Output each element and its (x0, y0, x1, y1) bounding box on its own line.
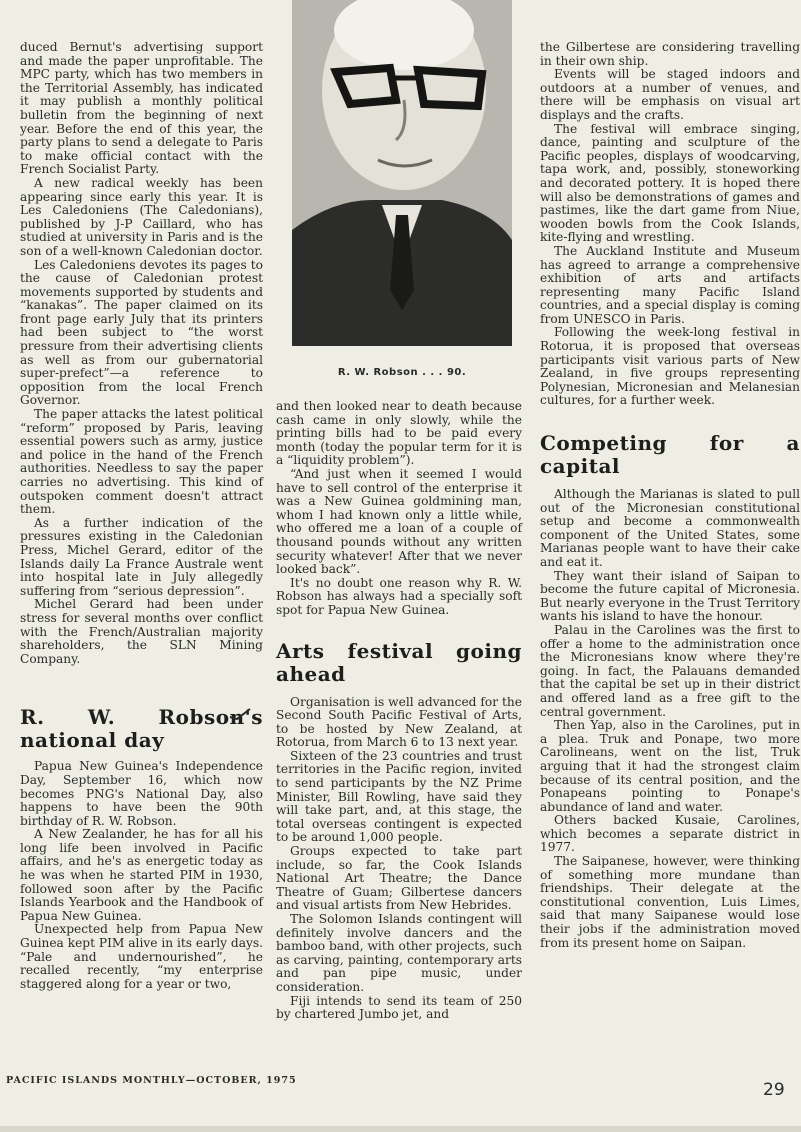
paragraph: Fiji intends to send its team of 250 by chartered Jumbo jet, and (276, 993, 522, 1022)
paragraph: Sixteen of the 23 countries and trust territories in the Pacific region, invited to send participants by the NZ Prime Minister, Bill Rowling, have said they will take part, and, at this stage, the total overseas contingent is expected to be around 1,000 people. (276, 748, 522, 845)
article-column-3 (540, 41, 800, 950)
robson-headline: R. W. Robson's national day (20, 705, 263, 753)
paragraph: Following the week-long festival in Rotorua, it is proposed that overseas participants visit various parts of New Zealand, in five groups representing Polynesian, Micronesian and Melanesian cultures, for a further week. (540, 325, 800, 408)
paragraph: It's no doubt one reason why R. W. Robson has always had a specially soft spot for Papua New Guinea. (276, 575, 522, 617)
paragraph: and then looked near to death because cash came in only slowly, while the printing bills had to be paid every month (today the popular term for it is a “liquidity problem”). (276, 399, 522, 468)
paragraph: Although the Marianas is slated to pull out of the Micronesian constitutional setup and become a commonwealth component of the United States, some Marianas people want to have their cake and eat it. (540, 487, 800, 569)
running-footer: PACIFIC ISLANDS MONTHLY—OCTOBER, 1975 (6, 1075, 297, 1086)
paragraph: Les Caledoniens devotes its pages to the cause of Caledonian protest movements supported by students and “kanakas”. The paper claimed on its front page early July that its printers had been subject to “the worst pressure from their advertising clients as well as from our gubernatorial super-prefect”—a reference to opposition from the local French Governor. (20, 257, 263, 408)
photo-caption: R. W. Robson . . . 90. (337, 367, 467, 378)
paragraph: duced Bernut's advertising support and made the paper unprofitable. The MPC party, which has two members in the Territorial Assembly, has indicated it may publish a monthly political bulletin from the beginning of next year. Before the end of this year, the party plans to send a delegate to Paris to make official contact with the French Socialist Party. (20, 40, 263, 177)
paragraph: A new radical weekly has been appearing since early this year. It is Les Caledoniens (The Caledonians), published by J-P Caillard, who has studied at university in Paris and is the son of a well-known Caledonian doctor. (20, 175, 263, 258)
paragraph: Groups expected to take part include, so far, the Cook Islands National Art Theatre; the Dance Theatre of Guam; Gilbertese dancers and visual artists from New Hebrides. (276, 844, 522, 913)
paragraph: Palau in the Carolines was the first to offer a home to the administration once the Micronesians know where they're going. In fact, the Palauans demanded that the capital be set up in their district and offered land as a free gift to the central government. (540, 622, 800, 719)
paragraph: Organisation is well advanced for the Second South Pacific Festival of Arts, to be hosted by New Zealand, at Rotorua, from March 6 to 13 next year. (276, 694, 522, 750)
paragraph: Others backed Kusaie, Carolines, which becomes a separate district in 1977. (540, 813, 800, 855)
paragraph: Michel Gerard had been under stress for several months over conflict with the French/Australian majority shareholders, the SLN Mining Company. (20, 597, 263, 666)
paragraph: the Gilbertese are considering travelling in their own ship. (540, 40, 800, 68)
portrait-photo (292, 0, 512, 346)
paragraph: A New Zealander, he has for all his long life been involved in Pacific affairs, and he's as energetic today as he was when he started PIM in 1930, followed soon after by the Pacific Islands Yearbook and the Handbook of Papua New Guinea. (20, 827, 263, 923)
page-number: 29 (763, 1080, 785, 1100)
arts-festival-headline: Arts festival going ahead (276, 638, 522, 686)
page-edge (0, 1126, 801, 1132)
paragraph: As a further indication of the pressures existing in the Caledonian Press, Michel Gerard, editor of the Islands daily La France Australe went into hospital late in July allegedly suffering from “serious depression”. (20, 515, 263, 598)
article-column-2 (276, 400, 522, 1022)
paragraph: Then Yap, also in the Carolines, put in a plea. Truk and Ponape, two more Carolineans, went on the list, Truk arguing that it had the strongest claim because of its central position, and the Ponapeans pointing to Ponape's abundance of land and water. (540, 718, 800, 814)
paragraph: Events will be staged indoors and outdoors at a number of venues, and there will be emphasis on visual art displays and the crafts. (540, 67, 800, 122)
paragraph: They want their island of Saipan to become the future capital of Micronesia. But nearly everyone in the Trust Territory wants his island to have the honour. (540, 568, 800, 624)
paragraph: The festival will embrace singing, dance, painting and sculpture of the Pacific peoples, displays of woodcarving, tapa work, and, possibly, stoneworking and decorated pottery. It is hoped there will also be demonstrations of games and pastimes, like the dart game from Niue, wooden bowls from the Cook Islands, kite-flying and wrestling. (540, 121, 800, 245)
capital-headline: Competing for a capital (540, 431, 800, 479)
end-mark-icon (228, 707, 252, 721)
paragraph: “And just when it seemed I would have to sell control of the enterprise it was a New Guinea goldmining man, whom I had known only a little while, who offered me a loan of a couple of thousand pounds without any written security whatever! After that we never looked back”. (276, 466, 522, 577)
paragraph: Unexpected help from Papua New Guinea kept PIM alive in its early days. “Pale and undernourished”, he recalled recently, “my enterprise staggered along for a year or two, (20, 922, 263, 991)
paragraph: The Auckland Institute and Museum has agreed to arrange a comprehensive exhibition of arts and artifacts representing many Pacific Island countries, and a special display is coming from UNESCO in Paris. (540, 243, 800, 326)
article-column-1 (20, 41, 263, 991)
paragraph: The Saipanese, however, were thinking of something more mundane than friendships. Their delegate at the constitutional convention, Luis Limes, said that many Saipanese would lose their jobs if the administration moved from its present home on Saipan. (540, 854, 800, 950)
paragraph: The paper attacks the latest political “reform” proposed by Paris, leaving essential powers such as army, justice and police in the hand of the French authorities. Needless to say the paper carries no advertising. This kind of outspoken comment doesn't attract them. (20, 407, 263, 517)
paragraph: The Solomon Islands contingent will definitely involve dancers and the bamboo band, with other projects, such as carving, painting, contemporary arts and pan pipe music, under consideration. (276, 912, 522, 994)
paragraph: Papua New Guinea's Independence Day, September 16, which now becomes PNG's National Day, also happens to have been the 90th birthday of R. W. Robson. (20, 759, 263, 828)
